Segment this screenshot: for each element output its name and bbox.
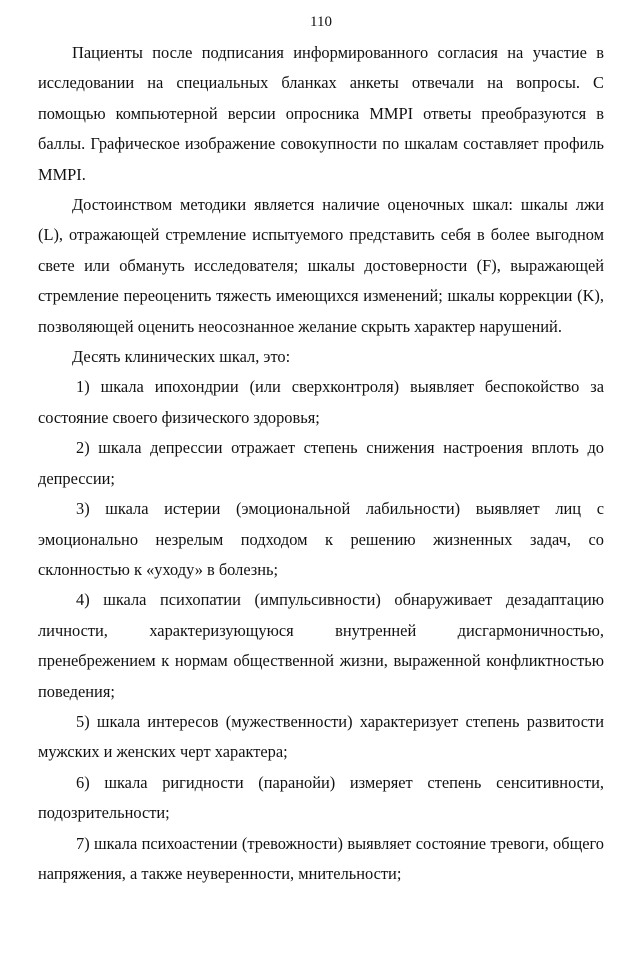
list-item: 7) шкала психоастении (тревожности) выявляет состояние тревоги, общего напряжения, а также неуверенности, мнительности;	[38, 833, 604, 883]
list-item: 6) шкала ригидности (паранойи) измеряет степень сенситивности, подозрительности;	[38, 772, 604, 823]
page-body	[38, 38, 604, 889]
list-item: 4) шкала психопатии (импульсивности) обнаруживает дезадаптацию личности, характеризующуюся внутренней дисгармоничностью, пренебрежением к нормам общественной жизни, выраженной конфликтностью поведения;	[38, 590, 604, 701]
list-item: 5) шкала интересов (мужественности) характеризует степень развитости мужских и женских черт характера;	[38, 711, 604, 762]
list-item: 1) шкала ипохондрии (или сверхконтроля) выявляет беспокойство за состояние своего физического здоровья;	[38, 377, 604, 427]
paragraph-clinical-lead: Десять клинических шкал, это:	[72, 347, 291, 367]
list-item: 3) шкала истерии (эмоциональной лабильности) выявляет лиц с эмоционально незрелым подходом к решению жизненных задач, со склонностью к «уходу» в болезнь;	[38, 499, 604, 579]
paragraph-scales: Достоинством методики является наличие оценочных шкал: шкалы лжи (L), отражающей стремление испытуемого представить себя в более выгодном свете или обмануть исследователя; шкалы достоверности (F), выражающей стремление переоценить тяжесть имеющихся изменений; шкалы коррекции (K), позволяющей оценить неосознанное желание скрыть характер нарушений.	[38, 195, 604, 336]
paragraph-intro: Пациенты после подписания информированного согласия на участие в исследовании на специальных бланках анкеты отвечали на вопросы. С помощью компьютерной версии опросника MMPI ответы преобразуются в баллы. Графическое изображение совокупности по шкалам составляет профиль MMPI.	[38, 43, 604, 184]
page-number: 110	[310, 14, 332, 30]
list-item: 2) шкала депрессии отражает степень снижения настроения вплоть до депрессии;	[38, 438, 604, 488]
